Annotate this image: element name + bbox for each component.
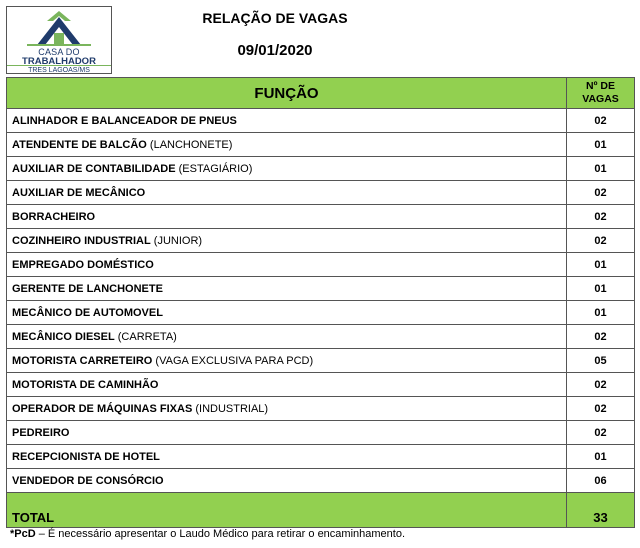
logo: [6, 6, 112, 74]
total-label: TOTAL: [7, 493, 567, 528]
job-title: PEDREIRO: [12, 426, 70, 439]
table-row: [7, 229, 635, 253]
logo-line-3: TRES LAGOAS/MS: [7, 65, 111, 74]
job-detail: (ESTAGIÁRIO): [178, 162, 253, 175]
table-header-row: [7, 78, 635, 109]
job-title: ATENDENTE DE BALCÃO: [12, 138, 147, 151]
vacancy-count: 06: [567, 469, 635, 493]
job-title-cell: [7, 349, 567, 373]
job-detail: (JUNIOR): [153, 234, 203, 247]
vacancy-count: 02: [567, 205, 635, 229]
table-row: [7, 253, 635, 277]
vacancy-count: 01: [567, 253, 635, 277]
job-title: COZINHEIRO INDUSTRIAL: [12, 234, 151, 247]
job-title-cell: [7, 397, 567, 421]
vacancy-count: 01: [567, 301, 635, 325]
job-title-cell: [7, 301, 567, 325]
vacancy-count: 02: [567, 373, 635, 397]
job-title: MECÂNICO DIESEL: [12, 330, 115, 343]
job-title-cell: [7, 133, 567, 157]
job-title-cell: [7, 373, 567, 397]
job-title: EMPREGADO DOMÉSTICO: [12, 258, 154, 271]
vacancy-count: 05: [567, 349, 635, 373]
job-title: MOTORISTA CARRETEIRO: [12, 354, 153, 367]
page-title: RELAÇÃO DE VAGAS: [202, 10, 348, 26]
table-row: [7, 445, 635, 469]
job-title: MOTORISTA DE CAMINHÃO: [12, 378, 159, 391]
job-title-cell: [7, 253, 567, 277]
table-row: [7, 157, 635, 181]
vacancy-count: 02: [567, 109, 635, 133]
vacancy-count: 02: [567, 229, 635, 253]
table-row: [7, 181, 635, 205]
vacancy-count: 01: [567, 157, 635, 181]
job-title-cell: [7, 205, 567, 229]
table-row: [7, 469, 635, 493]
job-title-cell: [7, 277, 567, 301]
job-title: ALINHADOR E BALANCEADOR DE PNEUS: [12, 114, 237, 127]
job-detail: (VAGA EXCLUSIVA PARA PCD): [155, 354, 314, 367]
job-title-cell: [7, 229, 567, 253]
job-title: MECÂNICO DE AUTOMOVEL: [12, 306, 163, 319]
job-title: BORRACHEIRO: [12, 210, 96, 223]
vacancy-count: 02: [567, 397, 635, 421]
vacancy-count: 01: [567, 445, 635, 469]
job-title-cell: [7, 445, 567, 469]
job-title: GERENTE DE LANCHONETE: [12, 282, 163, 295]
vacancy-count: 02: [567, 325, 635, 349]
table-row: [7, 205, 635, 229]
job-title-cell: [7, 181, 567, 205]
table-row: [7, 373, 635, 397]
job-title: AUXILIAR DE MECÂNICO: [12, 186, 146, 199]
page-date: 09/01/2020: [237, 42, 313, 59]
logo-line-1: CASA DO: [38, 47, 80, 57]
job-title-cell: [7, 325, 567, 349]
job-title: OPERADOR DE MÁQUINAS FIXAS: [12, 402, 193, 415]
table-body: [7, 109, 635, 528]
column-header-vagas: Nº DE VAGAS: [567, 78, 635, 109]
job-detail: (INDUSTRIAL): [195, 402, 269, 415]
job-title: AUXILIAR DE CONTABILIDADE: [12, 162, 176, 175]
footnote: [10, 528, 405, 540]
job-title-cell: [7, 157, 567, 181]
vacancy-count: 02: [567, 181, 635, 205]
table-row: [7, 421, 635, 445]
house-logo-icon: [7, 7, 111, 47]
job-title: RECEPCIONISTA DE HOTEL: [12, 450, 160, 463]
table-row: [7, 397, 635, 421]
total-value: 33: [567, 493, 635, 528]
table-row: [7, 133, 635, 157]
table-row: [7, 325, 635, 349]
vacancy-count: 01: [567, 133, 635, 157]
total-row: [7, 493, 635, 528]
table-row: [7, 277, 635, 301]
job-title-cell: [7, 469, 567, 493]
table-row: [7, 301, 635, 325]
job-detail: (CARRETA): [117, 330, 177, 343]
table-row: [7, 349, 635, 373]
job-title-cell: [7, 421, 567, 445]
vacancies-table: [6, 77, 635, 528]
column-header-funcao: FUNÇÃO: [7, 78, 567, 109]
vacancy-count: 01: [567, 277, 635, 301]
footnote-text: – É necessário apresentar o Laudo Médico para retirar o encaminhamento.: [35, 528, 406, 540]
vacancy-count: 02: [567, 421, 635, 445]
job-detail: (LANCHONETE): [149, 138, 233, 151]
job-title: VENDEDOR DE CONSÓRCIO: [12, 474, 164, 487]
job-title-cell: [7, 109, 567, 133]
logo-line-2: TRABALHADOR: [22, 56, 96, 67]
table-row: [7, 109, 635, 133]
footnote-marker: *PcD: [10, 528, 36, 540]
